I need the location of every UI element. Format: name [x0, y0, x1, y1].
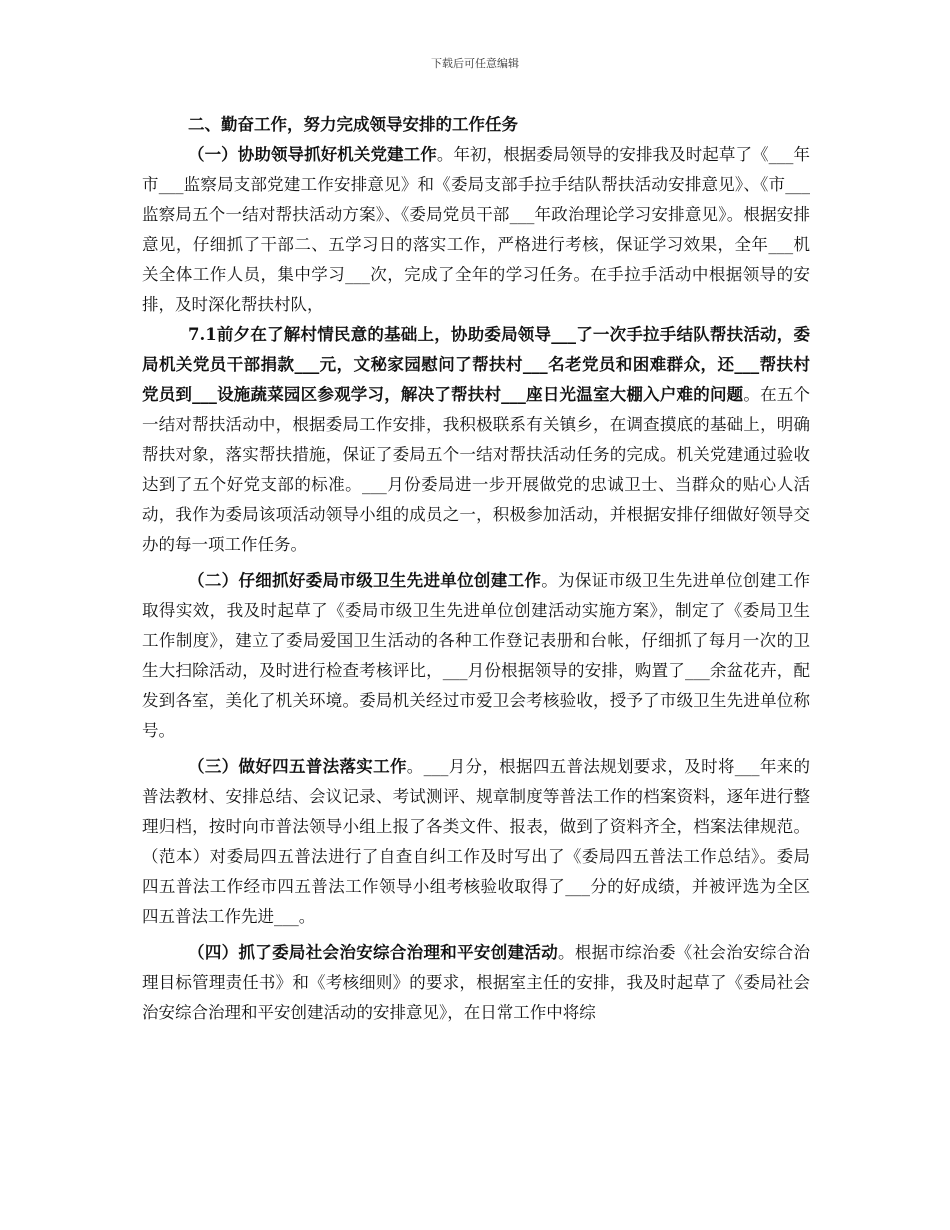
paragraph-lead: （四）抓了委局社会治安综合治理和平安创建活动 [188, 943, 559, 962]
section-title: 二、勤奋工作，努力完成领导安排的工作任务 [188, 115, 518, 134]
paragraph-assistance-activity [142, 320, 810, 560]
paragraph-health-unit [142, 566, 810, 746]
paragraph-text: 。根据市综治委《社会治安综合治理目标管理责任书》和《考核细则》的要求，根据室主任的安排，我及时起草了《委局社会治安综合治理和平安创建活动的安排意见》，在日常工作中将综 [142, 943, 811, 1022]
paragraph-text: 。年初，根据委局领导的安排我及时起草了《___年市___监察局支部党建工作安排意见》和《委局支部手拉手结队帮扶活动安排意见》、《市___监察局五个一结对帮扶活动方案》、《委局党员干部___年政治理论学习安排意见》。根据安排意见，仔细抓了干部二、五学习日的落实工作，严格进行考核，保证学习效果，全年___机关全体工作人员，集中学习___次，完成了全年的学习任务。在手拉手活动中根据领导的安排，及时深化帮扶村队， [142, 145, 811, 314]
paragraph-lead: 7.1前夕在了解村情民意的基础上，协助委局领导___了一次手拉手结队帮扶活动，委局机关党员干部捐款___元，文秘家园慰问了帮扶村___名老党员和困难群众，还___帮扶村党员到___设施蔬菜园区参观学习，解决了帮扶村___座日光温室大棚入户难的问题 [142, 325, 810, 404]
paragraph-text: 。在五个一结对帮扶活动中，根据委局工作安排，我积极联系有关镇乡，在调查摸底的基础上，明确帮扶对象，落实帮扶措施，保证了委局五个一结对帮扶活动任务的完成。机关党建通过验收达到了五个好党支部的标准。___月份委局进一步开展做党的忠诚卫士、当群众的贴心人活动，我作为委局该项活动领导小组的成员之一，积极参加活动，并根据安排仔细做好领导交办的每一项工作任务。 [142, 385, 811, 554]
paragraph-lead: （三）做好四五普法落实工作 [188, 757, 407, 776]
page-header-note: 下载后可任意编辑 [431, 57, 519, 70]
paragraph-lead: （一）协助领导抓好机关党建工作 [188, 145, 437, 164]
paragraph-lead: （二）仔细抓好委局市级卫生先进单位创建工作 [188, 571, 542, 590]
paragraph-text: 。为保证市级卫生先进单位创建工作取得实效，我及时起草了《委局市级卫生先进单位创建活动实施方案》，制定了《委局卫生工作制度》，建立了委局爱国卫生活动的各种工作登记表册和台帐，仔细抓了每月一次的卫生大扫除活动，及时进行检查考核评比，___月份根据领导的安排，购置了___余盆花卉，配发到各室，美化了机关环境。委局机关经过市爱卫会考核验收，授予了市级卫生先进单位称号。 [142, 571, 811, 740]
paragraph-text: 。___月分，根据四五普法规划要求，及时将___年来的普法教材、安排总结、会议记录、考试测评、规章制度等普法工作的档案资料，逐年进行整理归档，按时向市普法领导小组上报了各类文件、报表，做到了资料齐全，档案法律规范。（范本）对委局四五普法进行了自查自纠工作及时写出了《委局四五普法工作总结》。委局四五普法工作经市四五普法工作领导小组考核验收取得了___分的好成绩，并被评选为全区四五普法工作先进___。 [142, 757, 811, 926]
paragraph-legal-education [142, 752, 810, 932]
paragraph-party-building [142, 140, 810, 320]
paragraph-public-security [142, 938, 810, 1028]
document-body [142, 110, 810, 1028]
